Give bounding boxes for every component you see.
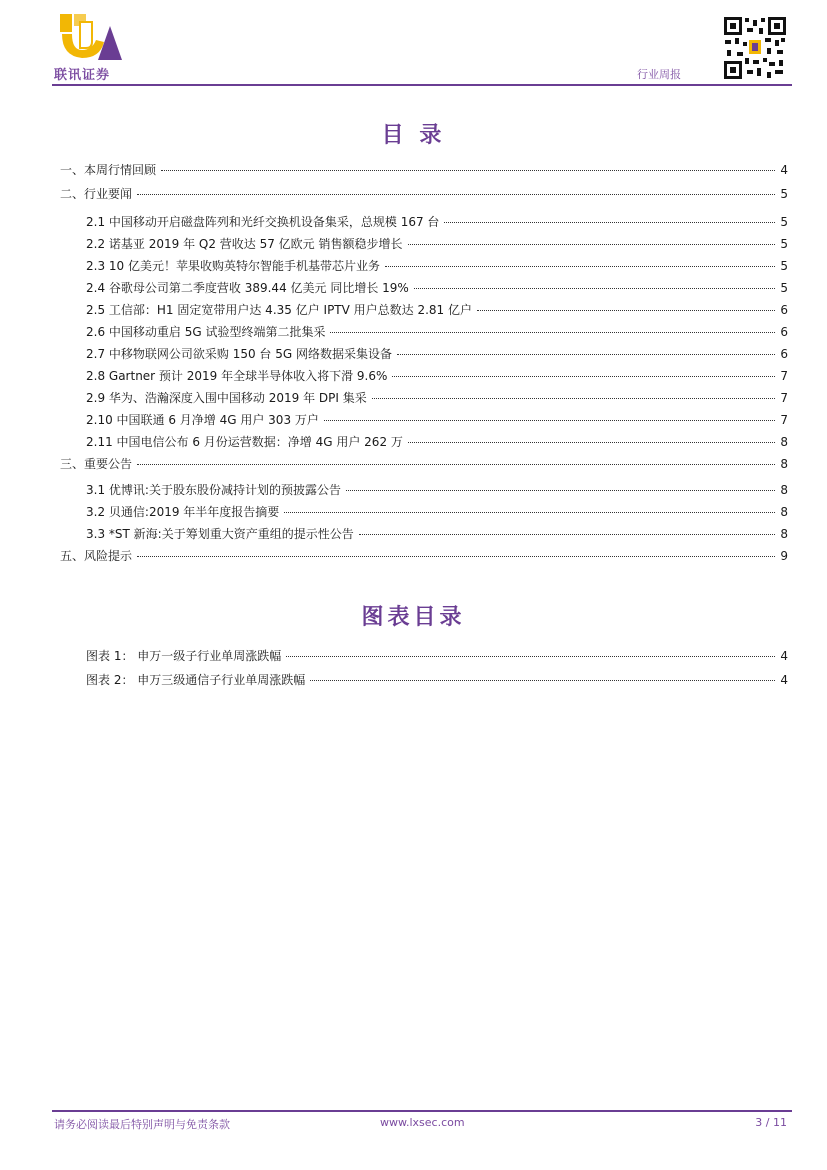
- toc-entry-label: 2.11 中国电信公布 6 月份运营数据：净增 4G 用户 262 万: [86, 435, 403, 449]
- figure-entry-page: 4: [780, 673, 788, 687]
- toc-entry-page: 6: [780, 325, 788, 339]
- toc-entry-page: 5: [780, 281, 788, 295]
- toc-title: 目 录: [381, 122, 446, 148]
- toc-leader-dots: [359, 534, 776, 535]
- toc-leader-dots: [477, 310, 775, 311]
- report-type-label: 行业周报: [637, 68, 681, 81]
- footer-divider: [52, 1110, 792, 1112]
- figure-entry-page: 4: [780, 649, 788, 663]
- toc-leader-dots: [161, 170, 775, 171]
- toc-entry-page: 8: [780, 505, 788, 519]
- toc-entry-label: 2.4 谷歌母公司第二季度营收 389.44 亿美元 同比增长 19%: [86, 281, 409, 295]
- toc-entry-label: 2.10 中国联通 6 月净增 4G 用户 303 万户: [86, 413, 319, 427]
- toc-entry-label: 2.2 诺基亚 2019 年 Q2 营收达 57 亿欧元 销售额稳步增长: [86, 237, 403, 251]
- toc-entry[interactable]: [60, 159, 788, 181]
- toc-entry-page: 5: [780, 259, 788, 273]
- toc-entry[interactable]: [86, 387, 788, 409]
- toc-leader-dots: [137, 464, 775, 465]
- header-divider: [52, 84, 792, 86]
- toc-leader-dots: [392, 376, 775, 377]
- toc-entry-page: 6: [780, 303, 788, 317]
- toc-entry-page: 5: [780, 215, 788, 229]
- toc-entry[interactable]: [86, 321, 788, 343]
- toc-leader-dots: [397, 354, 775, 355]
- toc-entry-label: 2.3 10 亿美元！苹果收购英特尔智能手机基带芯片业务: [86, 259, 380, 273]
- toc-leader-dots: [310, 680, 775, 681]
- toc-entry-page: 4: [780, 163, 788, 177]
- figure-entry-label: 图表 1： 申万一级子行业单周涨跌幅: [86, 649, 282, 663]
- toc-leader-dots: [346, 490, 775, 491]
- toc-entry[interactable]: [86, 431, 788, 453]
- toc-entry[interactable]: [86, 211, 788, 233]
- toc-entry[interactable]: [86, 365, 788, 387]
- toc-entry-label: 3.3 *ST 新海:关于筹划重大资产重组的提示性公告: [86, 527, 354, 541]
- figure-entry[interactable]: [86, 645, 788, 667]
- toc-leader-dots: [408, 442, 775, 443]
- toc-entry-label: 三、重要公告: [60, 457, 133, 471]
- toc-leader-dots: [385, 266, 775, 267]
- toc-entry-page: 7: [780, 391, 788, 405]
- toc-leader-dots: [324, 420, 775, 421]
- toc-entry[interactable]: [86, 277, 788, 299]
- logo-mark-icon: [52, 12, 132, 68]
- toc-leader-dots: [330, 332, 775, 333]
- toc-leader-dots: [414, 288, 776, 289]
- toc-entry[interactable]: [60, 453, 788, 475]
- figure-list-title: 图表目录: [361, 604, 466, 630]
- toc-entry[interactable]: [86, 255, 788, 277]
- toc-entry-page: 8: [780, 527, 788, 541]
- toc-entry[interactable]: [86, 343, 788, 365]
- toc-entry-label: 3.1 优博讯:关于股东股份减持计划的预披露公告: [86, 483, 341, 497]
- toc-entry[interactable]: [86, 523, 788, 545]
- toc-entry-label: 2.5 工信部：H1 固定宽带用户达 4.35 亿户 IPTV 用户总数达 2.81 亿户: [86, 303, 473, 317]
- toc-entry-page: 6: [780, 347, 788, 361]
- toc-leader-dots: [444, 222, 775, 223]
- toc-entry-page: 7: [780, 369, 788, 383]
- toc-entry-page: 8: [780, 435, 788, 449]
- toc-leader-dots: [137, 194, 775, 195]
- toc-entry-label: 3.2 贝通信:2019 年半年度报告摘要: [86, 505, 280, 519]
- figure-entry-label: 图表 2： 申万三级通信子行业单周涨跌幅: [86, 673, 306, 687]
- qr-code-icon: [723, 16, 787, 80]
- toc-entry-label: 2.7 中移物联网公司欲采购 150 台 5G 网络数据采集设备: [86, 347, 392, 361]
- figure-entry[interactable]: [86, 669, 788, 691]
- footer-page-number: 3 / 11: [755, 1116, 787, 1129]
- footer-disclaimer[interactable]: 请务必阅读最后特别声明与免责条款: [54, 1118, 230, 1131]
- toc-leader-dots: [286, 656, 775, 657]
- toc-entry[interactable]: [60, 545, 788, 567]
- toc-entry-label: 二、行业要闻: [60, 187, 133, 201]
- toc-entry-label: 一、本周行情回顾: [60, 163, 157, 177]
- toc-entry-page: 8: [780, 483, 788, 497]
- toc-entry-label: 2.1 中国移动开启磁盘阵列和光纤交换机设备集采，总规模 167 台: [86, 215, 440, 229]
- toc-leader-dots: [372, 398, 776, 399]
- toc-entry-page: 8: [780, 457, 788, 471]
- logo-text: 联讯证券: [54, 68, 111, 83]
- toc-entry-label: 2.9 华为、浩瀚深度入围中国移动 2019 年 DPI 集采: [86, 391, 367, 405]
- toc-leader-dots: [408, 244, 776, 245]
- toc-leader-dots: [284, 512, 775, 513]
- toc-entry-page: 9: [780, 549, 788, 563]
- toc-entry[interactable]: [60, 183, 788, 205]
- footer-website-link[interactable]: www.lxsec.com: [380, 1116, 465, 1129]
- toc-entry-page: 7: [780, 413, 788, 427]
- toc-entry[interactable]: [86, 479, 788, 501]
- toc-entry-label: 2.6 中国移动重启 5G 试验型终端第二批集采: [86, 325, 326, 339]
- toc-entry-label: 2.8 Gartner 预计 2019 年全球半导体收入将下滑 9.6%: [86, 369, 388, 383]
- toc-entry[interactable]: [86, 233, 788, 255]
- toc-entry-page: 5: [780, 187, 788, 201]
- toc-entry-label: 五、风险提示: [60, 549, 133, 563]
- toc-entry[interactable]: [86, 501, 788, 523]
- toc-entry-page: 5: [780, 237, 788, 251]
- toc-entry[interactable]: [86, 409, 788, 431]
- toc-entry[interactable]: [86, 299, 788, 321]
- toc-leader-dots: [137, 556, 775, 557]
